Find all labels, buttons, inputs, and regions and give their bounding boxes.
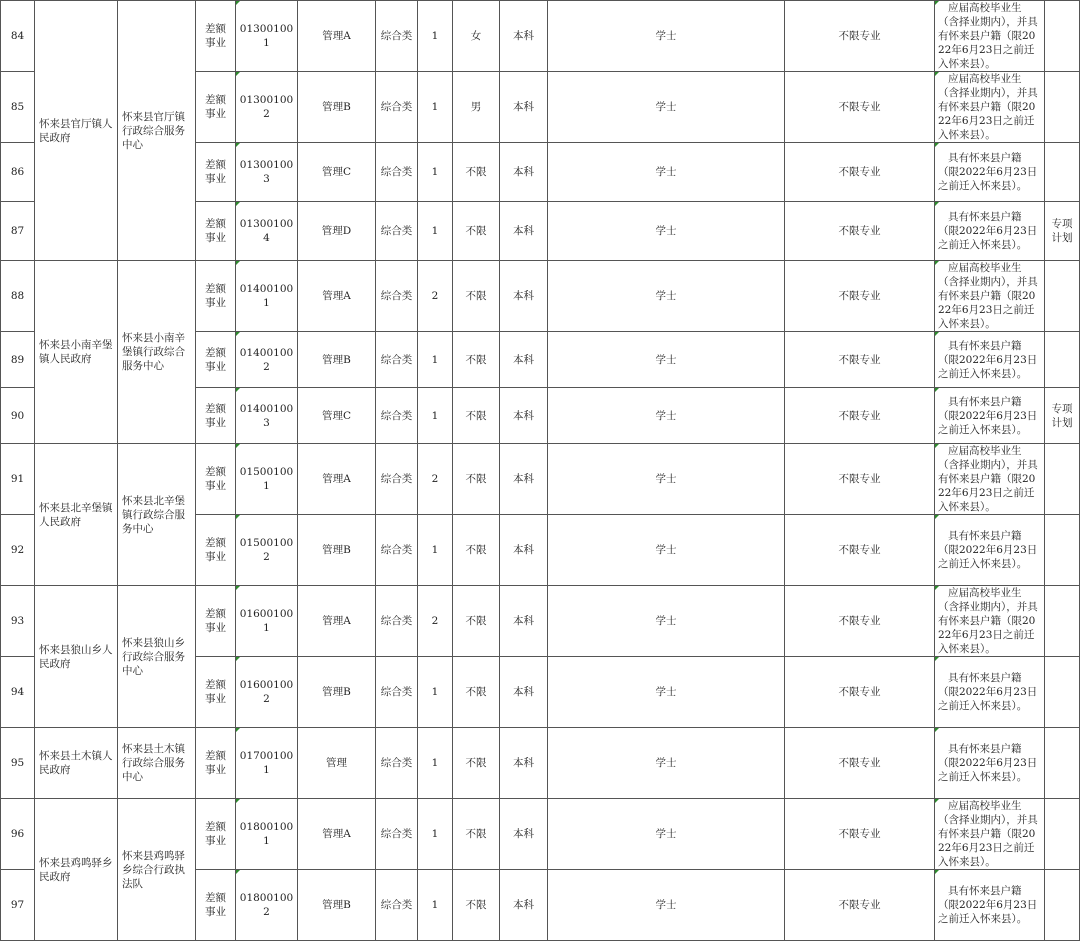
requirements: 具有怀来县户籍（限2022年6月23日之前迁入怀来县）。 (935, 332, 1045, 388)
row-number: 88 (1, 261, 35, 332)
headcount: 1 (418, 870, 453, 941)
post-category: 综合类 (376, 870, 418, 941)
gender: 不限 (453, 728, 500, 799)
post-code: 016001001 (236, 586, 298, 657)
education: 本科 (500, 388, 548, 444)
post-code: 013001001 (236, 1, 298, 72)
gender: 不限 (453, 143, 500, 202)
education: 本科 (500, 515, 548, 586)
headcount: 1 (418, 332, 453, 388)
unit-type: 差额事业 (196, 261, 236, 332)
major: 不限专业 (785, 870, 935, 941)
unit-type: 差额事业 (196, 515, 236, 586)
headcount: 1 (418, 72, 453, 143)
post-code: 018001001 (236, 799, 298, 870)
remark (1045, 143, 1080, 202)
remark: 专项计划 (1045, 202, 1080, 261)
degree: 学士 (548, 799, 785, 870)
post-name: 管理A (298, 799, 376, 870)
post-category: 综合类 (376, 1, 418, 72)
post-code: 018001002 (236, 870, 298, 941)
headcount: 1 (418, 202, 453, 261)
gender: 不限 (453, 657, 500, 728)
major: 不限专业 (785, 586, 935, 657)
post-name: 管理B (298, 870, 376, 941)
post-name: 管理B (298, 332, 376, 388)
major: 不限专业 (785, 202, 935, 261)
requirements: 具有怀来县户籍（限2022年6月23日之前迁入怀来县）。 (935, 870, 1045, 941)
requirements: 具有怀来县户籍（限2022年6月23日之前迁入怀来县）。 (935, 728, 1045, 799)
unit-type: 差额事业 (196, 870, 236, 941)
remark (1045, 444, 1080, 515)
headcount: 1 (418, 515, 453, 586)
post-name: 管理A (298, 444, 376, 515)
unit-type: 差额事业 (196, 1, 236, 72)
remark (1045, 586, 1080, 657)
gender: 不限 (453, 586, 500, 657)
degree: 学士 (548, 728, 785, 799)
unit-name: 怀来县北辛堡镇行政综合服务中心 (118, 444, 196, 586)
remark (1045, 261, 1080, 332)
unit-type: 差额事业 (196, 388, 236, 444)
requirements: 具有怀来县户籍（限2022年6月23日之前迁入怀来县）。 (935, 143, 1045, 202)
degree: 学士 (548, 1, 785, 72)
requirements: 具有怀来县户籍（限2022年6月23日之前迁入怀来县）。 (935, 515, 1045, 586)
headcount: 1 (418, 728, 453, 799)
education: 本科 (500, 261, 548, 332)
row-number: 92 (1, 515, 35, 586)
table-row (1, 586, 1080, 657)
headcount: 1 (418, 799, 453, 870)
degree: 学士 (548, 388, 785, 444)
post-name: 管理A (298, 586, 376, 657)
remark (1045, 72, 1080, 143)
gender: 不限 (453, 870, 500, 941)
post-code: 013001004 (236, 202, 298, 261)
post-code: 017001001 (236, 728, 298, 799)
row-number: 89 (1, 332, 35, 388)
degree: 学士 (548, 657, 785, 728)
education: 本科 (500, 728, 548, 799)
post-name: 管理C (298, 143, 376, 202)
major: 不限专业 (785, 657, 935, 728)
row-number: 97 (1, 870, 35, 941)
major: 不限专业 (785, 72, 935, 143)
unit-type: 差额事业 (196, 332, 236, 388)
unit-type: 差额事业 (196, 143, 236, 202)
table-row (1, 444, 1080, 515)
unit-type: 差额事业 (196, 72, 236, 143)
education: 本科 (500, 444, 548, 515)
headcount: 1 (418, 1, 453, 72)
headcount: 2 (418, 586, 453, 657)
row-number: 84 (1, 1, 35, 72)
department-name: 怀来县鸡鸣驿乡民政府 (35, 799, 118, 941)
post-category: 综合类 (376, 728, 418, 799)
education: 本科 (500, 1, 548, 72)
unit-name: 怀来县土木镇行政综合服务中心 (118, 728, 196, 799)
gender: 不限 (453, 261, 500, 332)
row-number: 91 (1, 444, 35, 515)
requirements: 具有怀来县户籍（限2022年6月23日之前迁入怀来县）。 (935, 388, 1045, 444)
requirements: 应届高校毕业生（含择业期内），并具有怀来县户籍（限2022年6月23日之前迁入怀来县）。 (935, 799, 1045, 870)
degree: 学士 (548, 72, 785, 143)
major: 不限专业 (785, 728, 935, 799)
post-name: 管理 (298, 728, 376, 799)
post-name: 管理B (298, 515, 376, 586)
post-category: 综合类 (376, 388, 418, 444)
headcount: 1 (418, 388, 453, 444)
post-category: 综合类 (376, 444, 418, 515)
gender: 男 (453, 72, 500, 143)
education: 本科 (500, 586, 548, 657)
headcount: 2 (418, 444, 453, 515)
post-code: 014001001 (236, 261, 298, 332)
major: 不限专业 (785, 143, 935, 202)
gender: 女 (453, 1, 500, 72)
remark (1045, 515, 1080, 586)
unit-type: 差额事业 (196, 444, 236, 515)
unit-name: 怀来县小南辛堡镇行政综合服务中心 (118, 261, 196, 444)
table-row (1, 261, 1080, 332)
headcount: 1 (418, 143, 453, 202)
major: 不限专业 (785, 388, 935, 444)
post-code: 015001002 (236, 515, 298, 586)
remark (1045, 657, 1080, 728)
remark: 专项计划 (1045, 388, 1080, 444)
row-number: 93 (1, 586, 35, 657)
major: 不限专业 (785, 444, 935, 515)
degree: 学士 (548, 143, 785, 202)
row-number: 95 (1, 728, 35, 799)
education: 本科 (500, 143, 548, 202)
remark (1045, 1, 1080, 72)
remark (1045, 870, 1080, 941)
major: 不限专业 (785, 515, 935, 586)
degree: 学士 (548, 515, 785, 586)
post-category: 综合类 (376, 261, 418, 332)
post-category: 综合类 (376, 799, 418, 870)
degree: 学士 (548, 332, 785, 388)
department-name: 怀来县小南辛堡镇人民政府 (35, 261, 118, 444)
requirements: 应届高校毕业生（含择业期内），并具有怀来县户籍（限2022年6月23日之前迁入怀来县）。 (935, 1, 1045, 72)
education: 本科 (500, 870, 548, 941)
degree: 学士 (548, 870, 785, 941)
post-code: 016001002 (236, 657, 298, 728)
major: 不限专业 (785, 799, 935, 870)
gender: 不限 (453, 799, 500, 870)
row-number: 87 (1, 202, 35, 261)
education: 本科 (500, 202, 548, 261)
gender: 不限 (453, 388, 500, 444)
remark (1045, 799, 1080, 870)
remark (1045, 332, 1080, 388)
unit-type: 差额事业 (196, 586, 236, 657)
degree: 学士 (548, 202, 785, 261)
post-category: 综合类 (376, 515, 418, 586)
post-category: 综合类 (376, 202, 418, 261)
post-category: 综合类 (376, 72, 418, 143)
post-name: 管理A (298, 261, 376, 332)
degree: 学士 (548, 261, 785, 332)
unit-name: 怀来县官厅镇行政综合服务中心 (118, 1, 196, 261)
requirements: 应届高校毕业生（含择业期内），并具有怀来县户籍（限2022年6月23日之前迁入怀来县）。 (935, 261, 1045, 332)
post-code: 013001003 (236, 143, 298, 202)
department-name: 怀来县狼山乡人民政府 (35, 586, 118, 728)
post-code: 013001002 (236, 72, 298, 143)
post-name: 管理B (298, 72, 376, 143)
unit-type: 差额事业 (196, 657, 236, 728)
unit-type: 差额事业 (196, 728, 236, 799)
post-category: 综合类 (376, 657, 418, 728)
post-code: 014001003 (236, 388, 298, 444)
post-code: 014001002 (236, 332, 298, 388)
row-number: 94 (1, 657, 35, 728)
education: 本科 (500, 72, 548, 143)
row-number: 85 (1, 72, 35, 143)
major: 不限专业 (785, 332, 935, 388)
major: 不限专业 (785, 261, 935, 332)
post-category: 综合类 (376, 143, 418, 202)
gender: 不限 (453, 202, 500, 261)
unit-type: 差额事业 (196, 799, 236, 870)
post-name: 管理A (298, 1, 376, 72)
post-name: 管理B (298, 657, 376, 728)
post-name: 管理D (298, 202, 376, 261)
requirements: 应届高校毕业生（含择业期内），并具有怀来县户籍（限2022年6月23日之前迁入怀来县）。 (935, 444, 1045, 515)
department-name: 怀来县官厅镇人民政府 (35, 1, 118, 261)
row-number: 86 (1, 143, 35, 202)
gender: 不限 (453, 515, 500, 586)
headcount: 1 (418, 657, 453, 728)
table-row (1, 799, 1080, 870)
table-row (1, 728, 1080, 799)
gender: 不限 (453, 444, 500, 515)
headcount: 2 (418, 261, 453, 332)
education: 本科 (500, 332, 548, 388)
degree: 学士 (548, 586, 785, 657)
requirements: 具有怀来县户籍（限2022年6月23日之前迁入怀来县）。 (935, 202, 1045, 261)
unit-type: 差额事业 (196, 202, 236, 261)
row-number: 96 (1, 799, 35, 870)
post-code: 015001001 (236, 444, 298, 515)
gender: 不限 (453, 332, 500, 388)
education: 本科 (500, 799, 548, 870)
table-row (1, 1, 1080, 72)
post-category: 综合类 (376, 586, 418, 657)
remark (1045, 728, 1080, 799)
requirements: 具有怀来县户籍（限2022年6月23日之前迁入怀来县）。 (935, 657, 1045, 728)
department-name: 怀来县土木镇人民政府 (35, 728, 118, 799)
department-name: 怀来县北辛堡镇人民政府 (35, 444, 118, 586)
post-name: 管理C (298, 388, 376, 444)
unit-name: 怀来县鸡鸣驿乡综合行政执法队 (118, 799, 196, 941)
requirements: 应届高校毕业生（含择业期内），并具有怀来县户籍（限2022年6月23日之前迁入怀来县）。 (935, 586, 1045, 657)
major: 不限专业 (785, 1, 935, 72)
row-number: 90 (1, 388, 35, 444)
unit-name: 怀来县狼山乡行政综合服务中心 (118, 586, 196, 728)
education: 本科 (500, 657, 548, 728)
degree: 学士 (548, 444, 785, 515)
requirements: 应届高校毕业生（含择业期内），并具有怀来县户籍（限2022年6月23日之前迁入怀来县）。 (935, 72, 1045, 143)
post-category: 综合类 (376, 332, 418, 388)
